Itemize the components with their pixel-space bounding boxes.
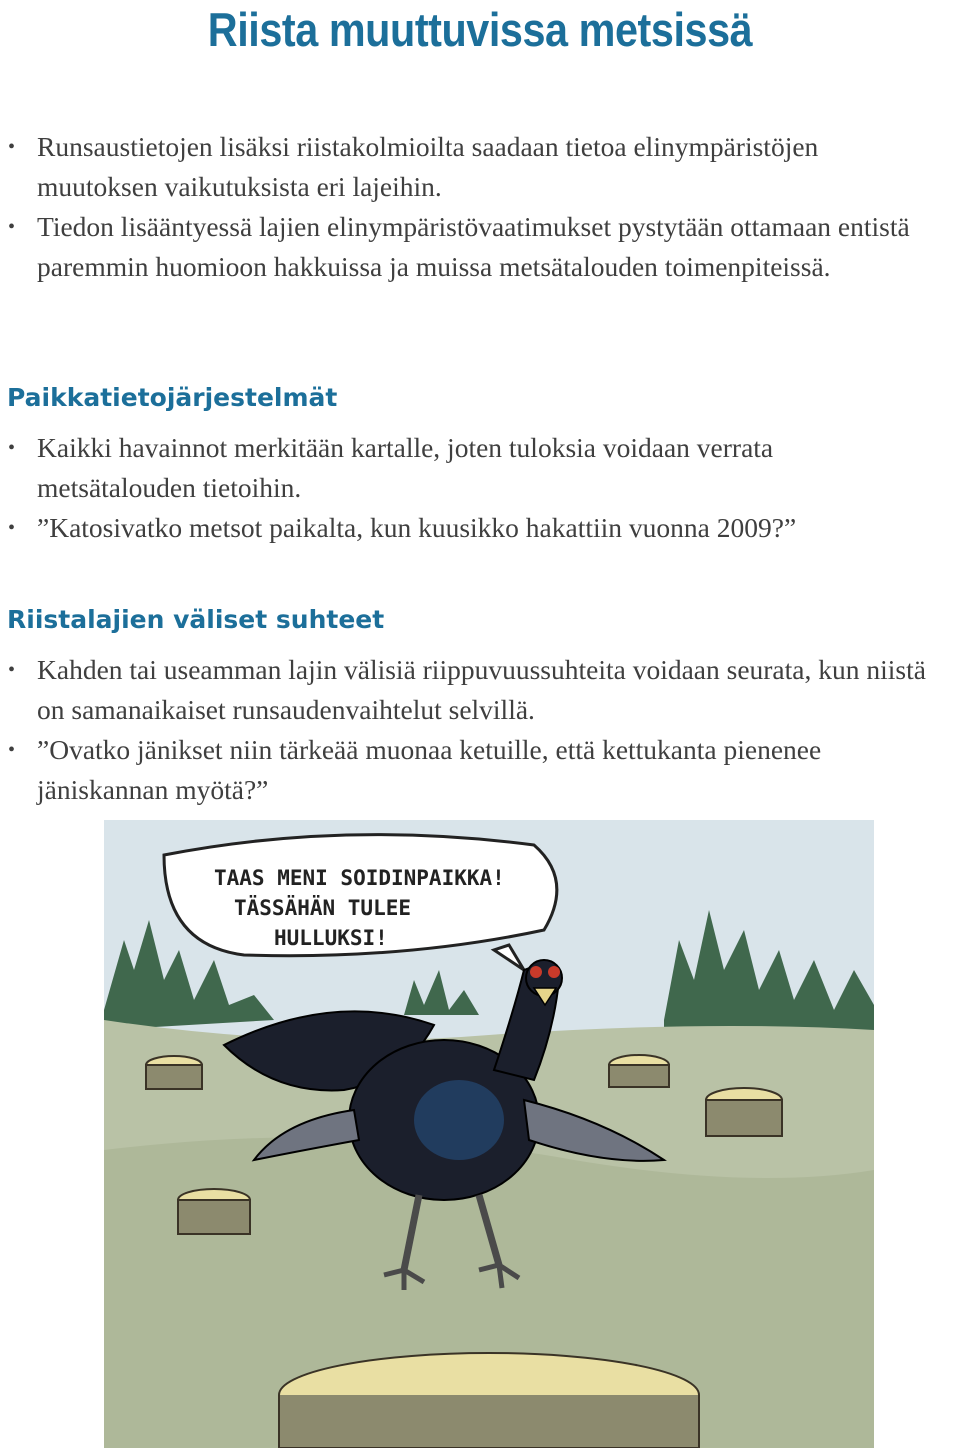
- list-item-text: ”Ovatko jänikset niin tärkeää muonaa ketuille, että kettukanta pienenee jäniskannan myötä?”: [37, 734, 822, 805]
- list-item: [0, 127, 930, 207]
- speech-line-2: TÄSSÄHÄN TULEE: [234, 896, 412, 920]
- bullet-icon: •: [8, 739, 16, 761]
- speech-line-3: HULLUKSI!: [274, 926, 388, 950]
- bullet-icon: •: [8, 659, 16, 681]
- list-item-text: Kahden tai useamman lajin välisiä riippuvuussuhteita voidaan seurata, kun niistä on samanaikaiset runsaudenvaihtelut selvillä.: [37, 654, 926, 725]
- bullet-icon: •: [8, 136, 16, 158]
- bullet-icon: •: [8, 437, 16, 459]
- list-item: [0, 508, 930, 548]
- bullet-icon: •: [8, 216, 16, 238]
- bullet-icon: •: [8, 517, 16, 539]
- paikkatieto-bullet-list: [0, 428, 930, 548]
- list-item: [0, 730, 930, 810]
- list-item-text: Tiedon lisääntyessä lajien elinympäristövaatimukset pystytään ottamaan entistä paremmin huomioon hakkuissa ja muissa metsätalouden toimenpiteissä.: [37, 211, 910, 282]
- capercaillie-cartoon: [104, 820, 874, 1448]
- list-item-text: Runsaustietojen lisäksi riistakolmioilta saadaan tietoa elinympäristöjen muutoksen vaikutuksista eri lajeihin.: [37, 131, 819, 202]
- list-item: [0, 650, 930, 730]
- page-title: Riista muuttuvissa metsissä: [207, 3, 753, 56]
- section-heading-riistalajit: Riistalajien väliset suhteet: [7, 605, 385, 634]
- section-heading-paikkatieto: Paikkatietojärjestelmät: [7, 383, 338, 412]
- riistalajit-bullet-list: [0, 650, 930, 810]
- list-item-text: Kaikki havainnot merkitään kartalle, joten tuloksia voidaan verrata metsätalouden tietoihin.: [37, 432, 774, 503]
- list-item: [0, 428, 930, 508]
- intro-bullet-list: [0, 127, 930, 287]
- list-item-text: ”Katosivatko metsot paikalta, kun kuusikko hakattiin vuonna 2009?”: [37, 512, 797, 543]
- speech-line-1: TAAS MENI SOIDINPAIKKA!: [214, 866, 505, 890]
- list-item: [0, 207, 930, 287]
